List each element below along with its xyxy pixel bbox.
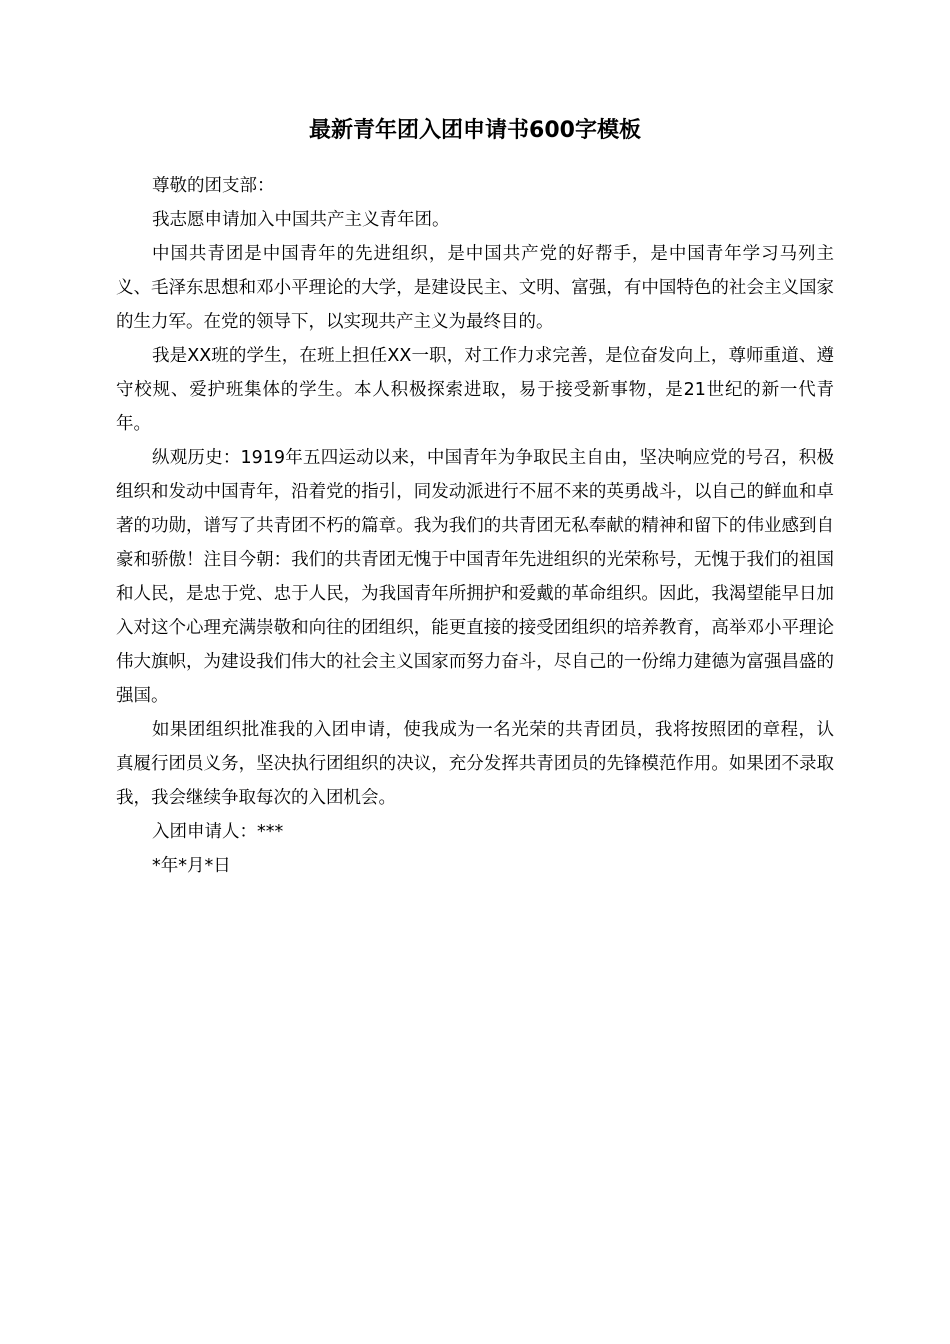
paragraph-intent: 我志愿申请加入中国共产主义青年团。 [152,210,450,230]
document-body [116,169,834,883]
paragraph-self-introduction: 我是XX班的学生，在班上担任XX一职，对工作力求完善，是位奋发向上，尊师重道、遵守校规、爱护班集体的学生。本人积极探索进取，易于接受新事物，是21世纪的新一代青年。 [116,346,834,434]
document-title: 最新青年团入团申请书600字模板 [309,118,641,143]
signature-line: 入团申请人：*** [152,822,284,842]
paragraph-about-league: 中国共青团是中国青年的先进组织，是中国共产党的好帮手，是中国青年学习马列主义、毛泽东思想和邓小平理论的大学，是建设民主、文明、富强，有中国特色的社会主义国家的生力军。在党的领导下，以实现共产主义为最终目的。 [116,244,834,332]
paragraph-commitment: 如果团组织批准我的入团申请，使我成为一名光荣的共青团员，我将按照团的章程，认真履行团员义务，坚决执行团组织的决议，充分发挥共青团员的先锋模范作用。如果团不录取我，我会继续争取每次的入团机会。 [116,720,834,808]
salutation: 尊敬的团支部： [152,176,275,196]
paragraph-history: 纵观历史：1919年五四运动以来，中国青年为争取民主自由，坚决响应党的号召，积极组织和发动中国青年，沿着党的指引，同发动派进行不屈不来的英勇战斗，以自己的鲜血和卓著的功勋，谱写了共青团不朽的篇章。我为我们的共青团无私奉献的精神和留下的伟业感到自豪和骄傲！注目今朝：我们的共青团无愧于中国青年先进组织的光荣称号，无愧于我们的祖国和人民，是忠于党、忠于人民，为我国青年所拥护和爱戴的革命组织。因此，我渴望能早日加入对这个心理充满崇敬和向往的团组织，能更直接的接受团组织的培养教育，高举邓小平理论伟大旗帜，为建设我们伟大的社会主义国家而努力奋斗，尽自己的一份绵力建德为富强昌盛的强国。 [116,448,834,706]
date-line: *年*月*日 [152,856,231,876]
